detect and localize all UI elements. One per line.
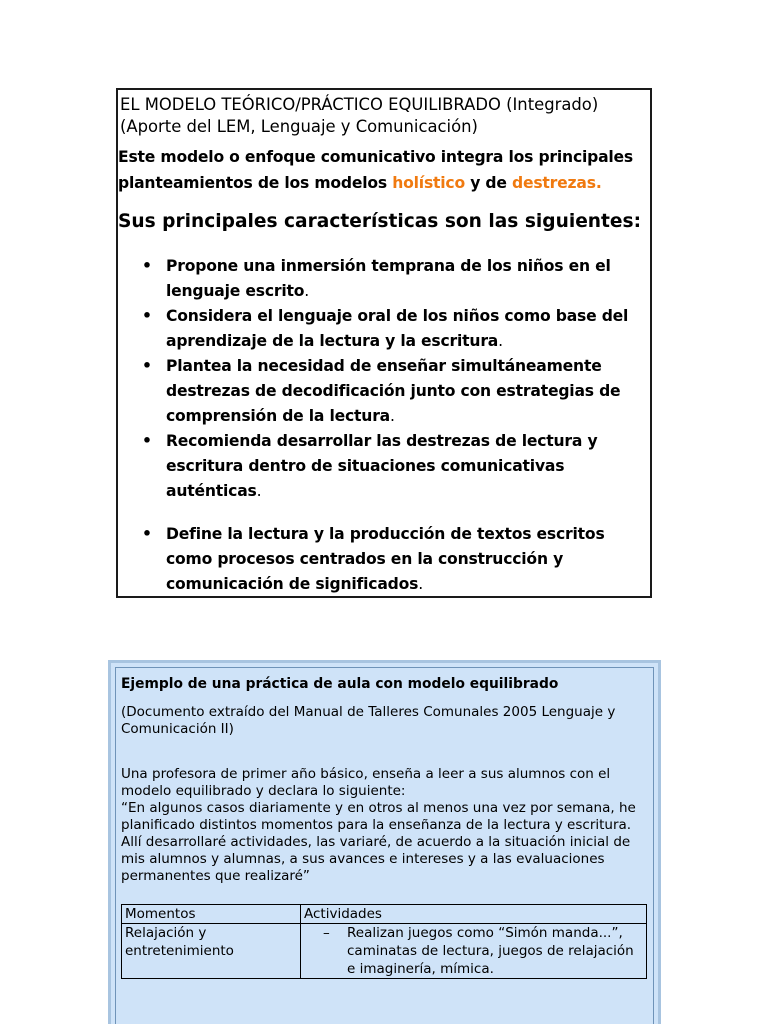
holistic-highlight: holístico: [392, 174, 465, 192]
characteristic-text: Recomienda desarrollar las destrezas de lectura y escritura dentro de situaciones comunicativas auténticas: [166, 432, 598, 500]
intro-text-part1: Este modelo o enfoque comunicativo integra los principales planteamientos de los modelos: [118, 148, 634, 192]
model-title: [120, 94, 598, 138]
bullet-icon: •: [142, 432, 152, 450]
characteristics-subtitle: Sus principales características son las siguientes:: [118, 211, 642, 232]
bullet-icon: •: [142, 357, 152, 375]
example-source: (Documento extraído del Manual de Talleres Comunales 2005 Lenguaje y Comunicación II): [121, 704, 616, 737]
dash-bullet-icon: –: [323, 925, 330, 941]
characteristic-text: Considera el lenguaje oral de los niños como base del aprendizaje de la lectura y la escritura: [166, 307, 629, 350]
activities-table: [121, 904, 647, 979]
characteristic-text: Plantea la necesidad de enseñar simultáneamente destrezas de decodificación junto con estrategias de comprensión de la lectura: [166, 357, 621, 425]
intro-text-part2: y de: [465, 174, 512, 192]
bullet-icon: •: [142, 307, 152, 325]
activity-cell: [301, 924, 646, 978]
classroom-example-box: [108, 660, 661, 1024]
model-title-line1: EL MODELO TEÓRICO/PRÁCTICO EQUILIBRADO (Integrado): [120, 95, 599, 114]
activity-text: Realizan juegos como “Simón manda...”, caminatas de lectura, juegos de relajación e imaginería, mímica.: [347, 925, 634, 977]
example-heading: Ejemplo de una práctica de aula con modelo equilibrado: [121, 676, 559, 692]
characteristic-text: Define la lectura y la producción de textos escritos como procesos centrados en la construcción y comunicación de significados: [166, 525, 605, 593]
model-title-line2: (Aporte del LEM, Lenguaje y Comunicación): [120, 117, 478, 136]
moment-cell: Relajación y entretenimiento: [122, 924, 301, 978]
table-header-row: [122, 905, 646, 924]
model-description-box: EL MODELO TEÓRICO/PRÁCTICO EQUILIBRADO (Integrado) (Aporte del LEM, Lenguaje y Comunicación) Este modelo o enfoque comunicativo integra los principales planteamientos de los modelos holístico y de destrezas. Sus principales características son las siguientes: • Propone una inmersión temprana de los niños en el lenguaje escrito. • Considera el lenguaje oral de los niños como base del aprendizaje de la lectura y la escritura. • Plantea la necesidad de enseñar simultáneamente destrezas de decodificación junto con estrategias de comprensión de la lectura. • Recomienda desarrollar las destrezas de lectura y escritura dentro de situaciones comunicativas auténticas. • Define la lectura y la producción de textos escritos como procesos centrados en la construcción y comunicación de significados.: [116, 88, 652, 598]
bullet-icon: •: [142, 525, 152, 543]
table-row: [122, 924, 646, 978]
column-header-activities: Actividades: [304, 906, 382, 922]
intro-period: .: [595, 174, 602, 192]
classroom-example-inner: [115, 667, 654, 1024]
column-header-moments: Momentos: [122, 905, 301, 923]
example-intro-paragraph: Una profesora de primer año básico, enseña a leer a sus alumnos con el modelo equilibrado y declara lo siguiente:: [121, 766, 611, 799]
teacher-quote: “En algunos casos diariamente y en otros al menos una vez por semana, he planificado distintos momentos para la enseñanza de la lectura y escritura. Allí desarrollaré actividades, las variaré, de acuerdo a la situación inicial de mis alumnos y alumnas, a sus avances e intereses y a las evaluaciones permanentes que realizaré”: [121, 800, 636, 884]
characteristic-text: Propone una inmersión temprana de los niños en el lenguaje escrito: [166, 257, 611, 300]
model-intro: [118, 144, 646, 196]
skills-highlight: destrezas: [512, 174, 596, 192]
bullet-icon: •: [142, 257, 152, 275]
